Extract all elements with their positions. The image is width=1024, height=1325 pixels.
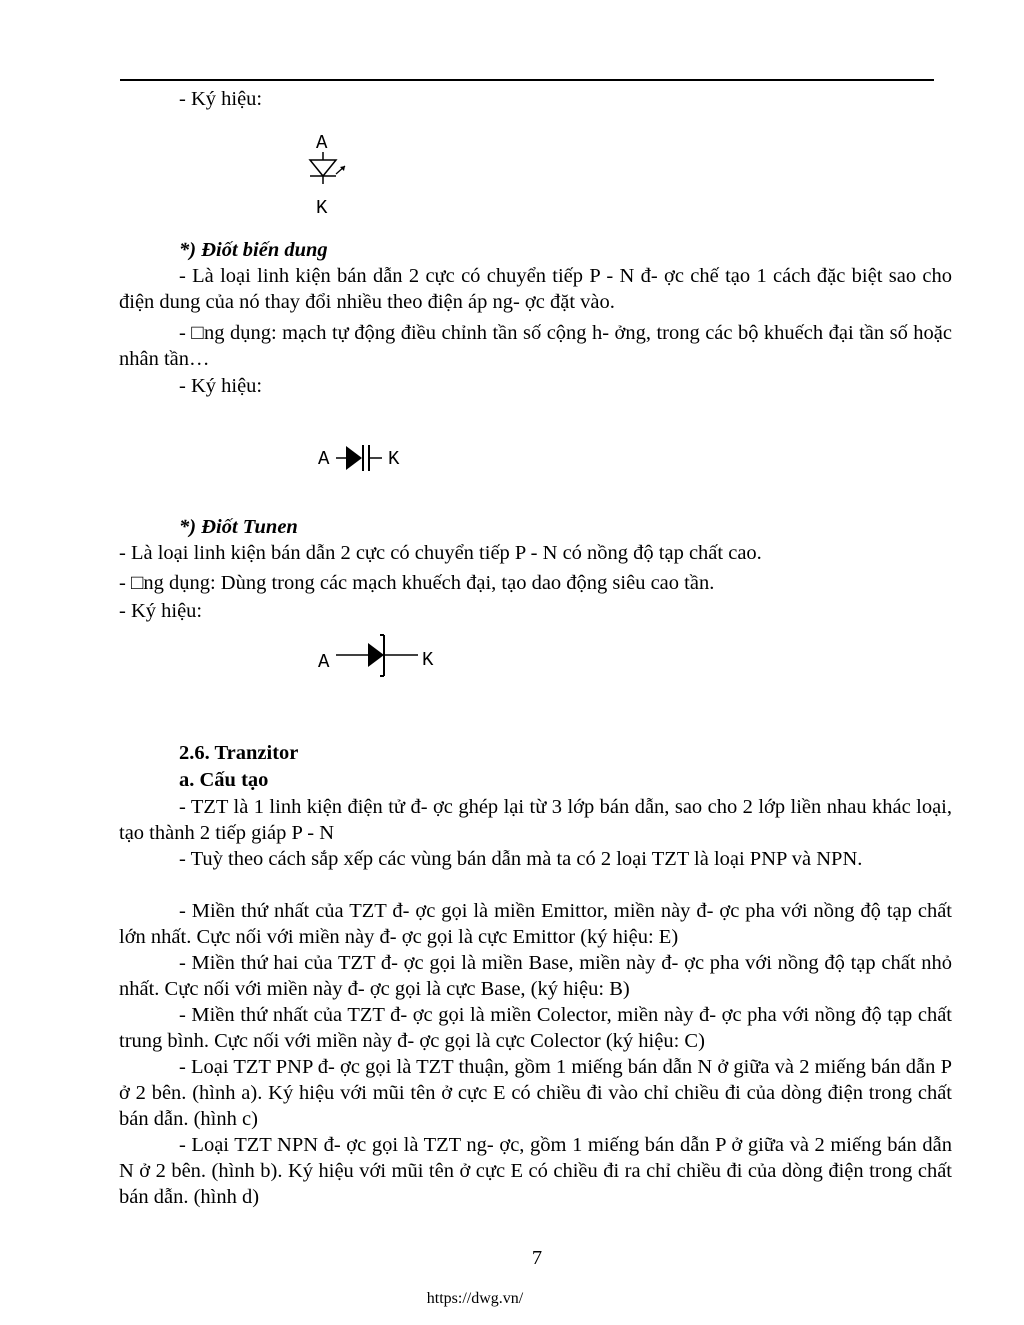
header-rule [120,79,934,81]
page-number: 7 [531,1247,543,1269]
section-paragraph [119,950,952,1002]
tunnel-diode-symbol [336,630,426,680]
symbol-label-varicap: - Ký hiệu: [179,375,263,397]
section-paragraph [119,1054,952,1132]
section-paragraph-text: - Loại TZT PNP đ- ợc gọi là TZT thuận, gồm 1 miếng bán dẫn N ở giữa và 2 miếng bán dẫn P ở 2 bên. (hình a). Ký hiệu với mũi tên ở cực E có chiều đi vào chỉ chiều đi của dòng điện trong chất bán dẫn. (hình c) [119,1056,952,1130]
section-paragraph [119,1002,952,1054]
led-anode-label: A [316,132,328,154]
symbol-label-led: - Ký hiệu: [179,88,263,110]
tunnel-heading: *) Điốt Tunen [179,516,298,538]
tunnel-paragraph-2: - □ng dụng: Dùng trong các mạch khuếch đại, tạo dao động siêu cao tần. [119,572,715,594]
tunnel-cathode-label: K [422,649,434,671]
varicap-paragraph-2 [119,320,952,372]
varicap-anode-label: A [318,448,330,470]
section-paragraph-text: - Miền thứ nhất của TZT đ- ợc gọi là miền Emittor, miền này đ- ợc pha với nồng độ tạp chất lớn nhất. Cực nối với miền này đ- ợc gọi là cực Emittor (ký hiệu: E) [119,900,952,948]
footer-url[interactable]: https://dwg.vn/ [426,1290,524,1307]
section-paragraph-text: - Miền thứ hai của TZT đ- ợc gọi là miền Base, miền này đ- ợc pha với nồng độ tạp chất nhỏ nhất. Cực nối với miền này đ- ợc gọi là cực Base, (ký hiệu: B) [119,952,952,1000]
varicap-paragraph-2-text: - □ng dụng: mạch tự động điều chỉnh tần số cộng h- ởng, trong các bộ khuếch đại tần số hoặc nhân tần… [119,322,952,370]
tunnel-anode-label: A [318,651,330,673]
varicap-heading: *) Điốt biến dung [179,239,328,261]
section-paragraph [119,1132,952,1210]
section-paragraph [119,846,952,872]
section-paragraph-text: - Miền thứ nhất của TZT đ- ợc gọi là miền Colector, miền này đ- ợc pha với nồng độ tạp chất trung bình. Cực nối với miền này đ- ợc gọi là cực Colector (ký hiệu: C) [119,1004,952,1052]
tunnel-paragraph-1: - Là loại linh kiện bán dẫn 2 cực có chuyển tiếp P - N có nồng độ tạp chất cao. [119,542,762,564]
section-paragraph [119,898,952,950]
section-title: 2.6. Tranzitor [179,742,299,764]
varicap-symbol [336,442,388,474]
section-subtitle: a. Cấu tạo [179,769,269,791]
section-paragraph-text: - Loại TZT NPN đ- ợc gọi là TZT ng- ợc, gồm 1 miếng bán dẫn P ở giữa và 2 miếng bán dẫn N ở 2 bên. (hình b). Ký hiệu với mũi tên ở cực E có chiều đi ra chỉ chiều đi của dòng điện trong chất bán dẫn. (hình d) [119,1134,952,1208]
section-paragraph-text: - Tuỳ theo cách sắp xếp các vùng bán dẫn mà ta có 2 loại TZT là loại PNP và NPN. [179,848,863,870]
varicap-cathode-label: K [388,448,400,470]
section-paragraph [119,794,952,846]
varicap-paragraph-1-text: - Là loại linh kiện bán dẫn 2 cực có chuyển tiếp P - N đ- ợc chế tạo 1 cách đặc biệt sao cho điện dung của nó thay đổi nhiều theo điện áp ng- ợc đặt vào. [119,265,952,313]
varicap-paragraph-1 [119,263,952,315]
led-symbol [300,152,360,192]
section-paragraph-text: - TZT là 1 linh kiện điện tử đ- ợc ghép lại từ 3 lớp bán dẫn, sao cho 2 lớp liền nhau khác loại, tạo thành 2 tiếp giáp P - N [119,796,952,844]
led-cathode-label: K [316,197,328,219]
symbol-label-tunnel: - Ký hiệu: [119,600,203,622]
